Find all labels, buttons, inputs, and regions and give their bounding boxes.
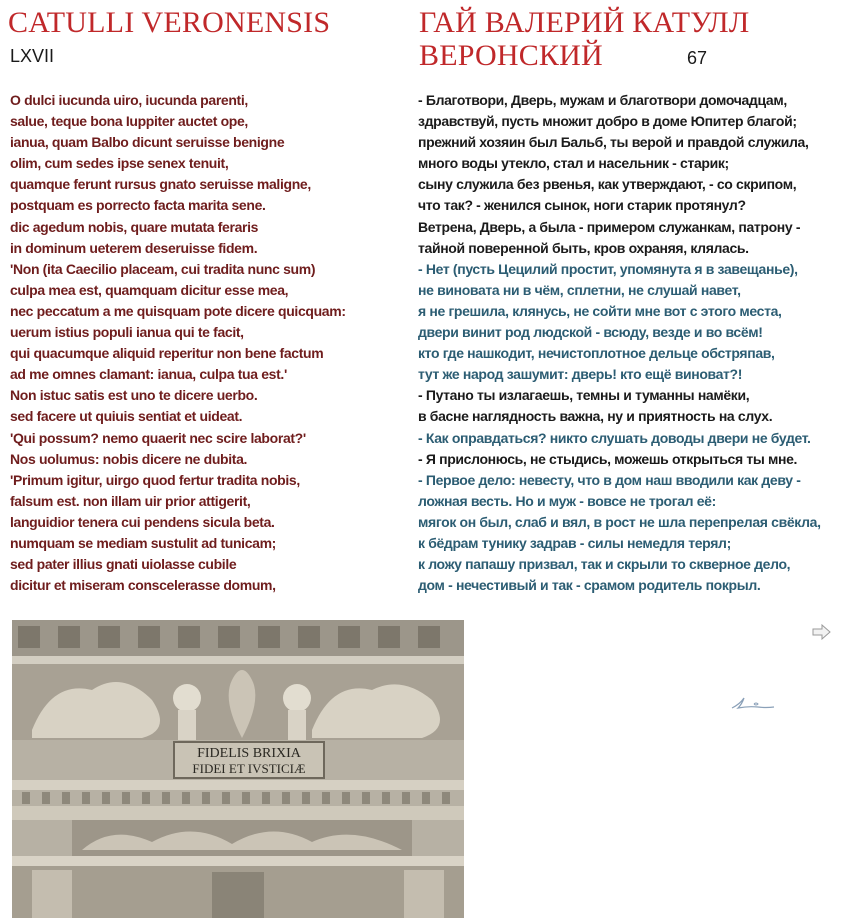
russian-line: к бёдрам тунику задрав - силы немедля терял; — [418, 534, 731, 551]
russian-line: тут же народ зашумит: дверь! кто ещё виноват?! — [418, 366, 743, 383]
signature-icon — [728, 692, 776, 714]
photo-illustration — [12, 620, 464, 918]
latin-line: qui quacumque aliquid reperitur non bene factum — [10, 345, 324, 362]
latin-line: dic agedum nobis, quare mutata feraris — [10, 218, 259, 235]
russian-line: здравствуй, пусть множит добро в доме Юпитер благой; — [418, 113, 797, 130]
russian-line: - Благотвори, Дверь, мужам и благотвори домочадцам, — [418, 92, 787, 108]
latin-line: culpa mea est, quamquam dicitur esse mea, — [10, 281, 289, 298]
russian-line: - Нет (пусть Цецилий простит, упомянута я в завещанье), — [418, 260, 798, 277]
russian-line: двери винит род людской - всюду, везде и во всём! — [418, 324, 763, 341]
latin-line: olim, cum sedes ipse senex tenuit, — [10, 155, 229, 172]
latin-line: 'Non (ita Caecilio placeam, cui tradita nunc sum) — [10, 260, 316, 277]
latin-line: sed pater illius gnati uiolasse cubile — [10, 556, 237, 573]
left-poem-number: LXVII — [10, 46, 55, 66]
latin-line: 'Primum igitur, uirgo quod fertur tradita nobis, — [10, 471, 300, 488]
russian-line: - Я прислонюсь, не стыдись, можешь открыться ты мне. — [418, 450, 798, 467]
russian-line: много воды утекло, стал и насельник - старик; — [418, 155, 729, 172]
russian-line: тайной поверенной быть, кров охраняя, клялась. — [418, 239, 749, 256]
latin-line: 'Qui possum? nemo quaerit nec scire laborat?' — [10, 429, 306, 446]
latin-line: in dominum ueterem deseruisse fidem. — [10, 239, 258, 256]
latin-line: quamque ferunt rursus gnato seruisse maligne, — [10, 176, 311, 193]
right-title-line1: ГАЙ ВАЛЕРИЙ КАТУЛЛ — [419, 6, 750, 39]
russian-line: - Как оправдаться? никто слушать доводы двери не будет. — [418, 429, 811, 446]
latin-line: nec peccatum a me quisquam pote dicere quicquam: — [10, 302, 346, 319]
russian-line: Ветрена, Дверь, а была - примером служанкам, патрону - — [418, 218, 801, 235]
russian-line: ложная весть. Но и муж - вовсе не трогал её: — [418, 492, 716, 509]
latin-line: dicitur et miseram conscelerasse domum, — [10, 577, 276, 594]
photo-inscription-line1: FIDELIS BRIXIA — [197, 746, 301, 761]
russian-line: кто где нашкодит, нечистоплотное дельце обстряпав, — [418, 345, 775, 362]
russian-line: прежний хозяин был Бальб, ты верой и правдой служила, — [418, 134, 809, 151]
latin-line: ad me omnes clamant: ianua, culpa tua est.' — [10, 366, 287, 383]
right-poem-number: 67 — [687, 48, 708, 68]
latin-line: sed facere ut quiuis sentiat et uideat. — [10, 408, 243, 425]
russian-line: я не грешила, клянусь, не сойти мне вот с этого места, — [418, 302, 782, 319]
latin-line: ianua, quam Balbo dicunt seruisse benigne — [10, 134, 285, 151]
latin-line: postquam es porrecto facta marita sene. — [10, 197, 266, 214]
latin-line: falsum est. non illam uir prior attigerit, — [10, 492, 251, 509]
latin-line: uerum istius populi ianua qui te facit, — [10, 324, 244, 341]
left-title: CATULLI VERONENSIS — [8, 6, 331, 39]
latin-line: languidior tenera cui pendens sicula beta. — [10, 513, 275, 530]
latin-line: Nos uolumus: nobis dicere ne dubita. — [10, 450, 248, 467]
photo-brixia-facade — [12, 620, 464, 918]
russian-line: мягок он был, слаб и вял, в рост не шла перепрелая свёкла, — [418, 513, 821, 530]
latin-line: numquam se mediam sustulit ad tunicam; — [10, 534, 276, 551]
russian-line: дом - нечестивый и так - срамом родитель покрыл. — [418, 577, 761, 594]
arrow-right-icon[interactable] — [812, 624, 832, 640]
latin-line: O dulci iucunda uiro, iucunda parenti, — [10, 92, 248, 108]
russian-line: что так? - женился сынок, ноги старик протянул? — [418, 197, 746, 214]
latin-text-column — [10, 90, 346, 596]
russian-text-column — [418, 90, 821, 596]
russian-line: не виновата ни в чём, сплетни, не слушай навет, — [418, 281, 741, 298]
russian-line: к ложу папашу призвал, так и скрыли то скверное дело, — [418, 556, 791, 573]
russian-line: - Путано ты излагаешь, темны и туманны намёки, — [418, 387, 750, 404]
photo-inscription-line2: FIDEI ET IVSTICIÆ — [192, 761, 306, 776]
russian-line: - Первое дело: невесту, что в дом наш вводили как деву - — [418, 471, 801, 488]
russian-line: в басне наглядность важна, ну и приятность на слух. — [418, 408, 773, 425]
right-title-line2: ВЕРОНСКИЙ — [419, 39, 603, 72]
russian-line: сыну служила без рвенья, как утверждают, - со скрипом, — [418, 176, 797, 193]
latin-line: salue, teque bona Iuppiter auctet ope, — [10, 113, 248, 130]
latin-line: Non istuc satis est uno te dicere uerbo. — [10, 387, 258, 404]
